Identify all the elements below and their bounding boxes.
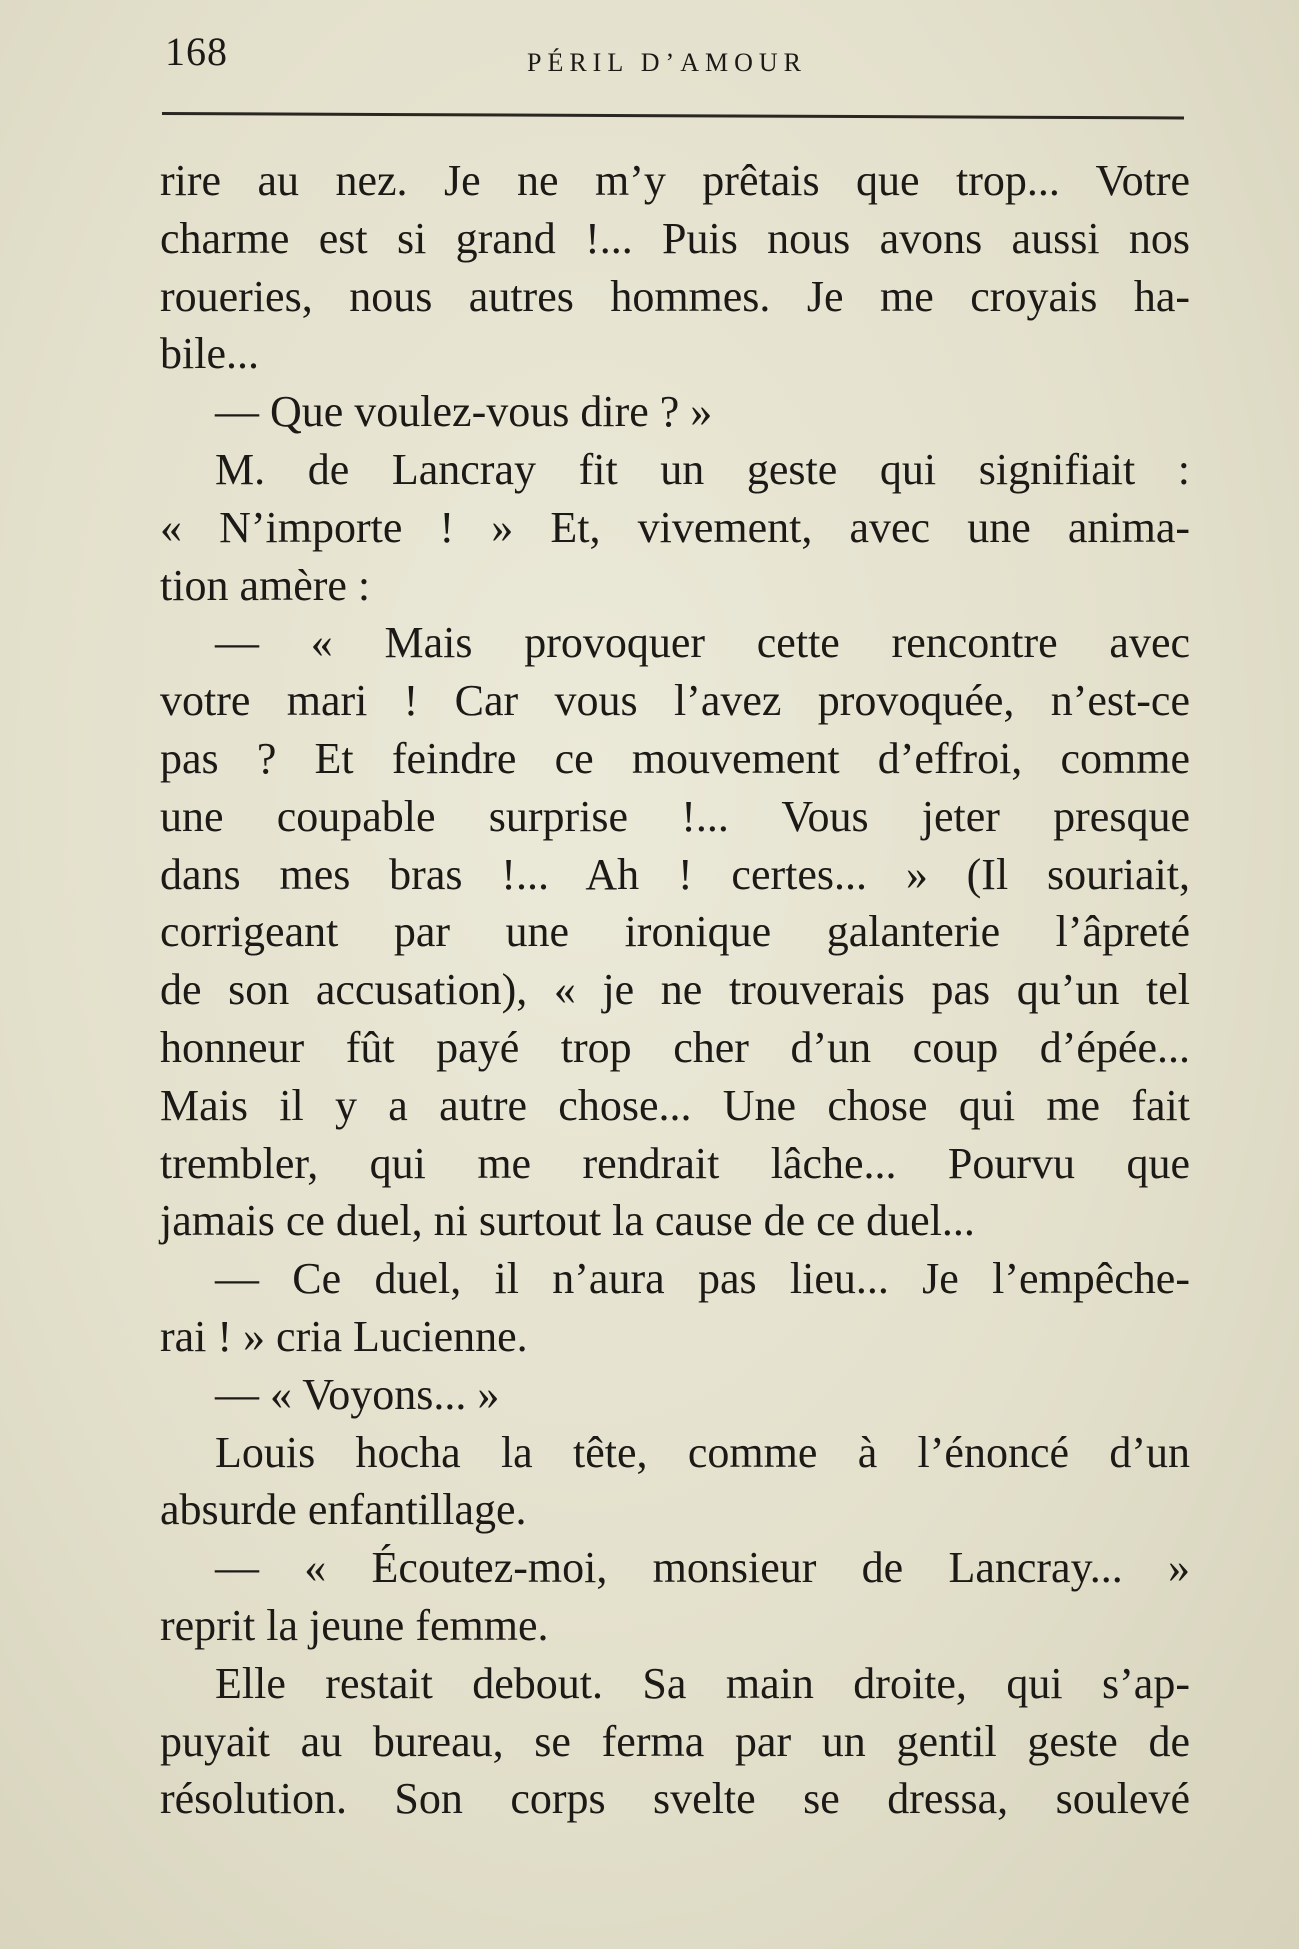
text-line: pas ? Et feindre ce mouvement d’effroi, comme <box>160 733 1190 783</box>
text-line: — « Voyons... » <box>215 1369 500 1419</box>
text-line: — Ce duel, il n’aura pas lieu... Je l’empêche- <box>215 1254 1190 1304</box>
text-line: Louis hocha la tête, comme à l’énoncé d’un <box>215 1427 1190 1477</box>
page-header <box>165 28 1185 98</box>
text-line: roueries, nous autres hommes. Je me croyais ha- <box>160 271 1190 321</box>
text-line: honneur fût payé trop cher d’un coup d’épée... <box>160 1022 1190 1072</box>
text-line: M. de Lancray fit un geste qui signifiait : <box>215 444 1190 494</box>
text-line: de son accusation), « je ne trouverais pas qu’un tel <box>160 965 1190 1015</box>
text-line: dans mes bras !... Ah ! certes... » (Il souriait, <box>160 849 1190 899</box>
body-text <box>160 152 1190 1828</box>
text-line: — « Écoutez-moi, monsieur de Lancray... » <box>215 1543 1190 1593</box>
text-line: rai ! » cria Lucienne. <box>160 1311 528 1361</box>
page-number: 168 <box>165 29 228 74</box>
text-line: tion amère : <box>160 560 371 610</box>
text-line: « N’importe ! » Et, vivement, avec une anima- <box>160 502 1190 552</box>
text-line: jamais ce duel, ni surtout la cause de ce duel... <box>160 1196 975 1246</box>
text-line: — « Mais provoquer cette rencontre avec <box>215 618 1190 668</box>
text-line: bile... <box>160 329 259 379</box>
header-rule <box>162 112 1184 119</box>
text-line: charme est si grand !... Puis nous avons aussi nos <box>160 213 1190 263</box>
running-title: PÉRIL D’AMOUR <box>527 48 807 77</box>
text-line: absurde enfantillage. <box>160 1485 527 1535</box>
text-line: puyait au bureau, se ferma par un gentil geste de <box>160 1716 1190 1766</box>
text-line: Mais il y a autre chose... Une chose qui me fait <box>160 1080 1190 1130</box>
text-line: une coupable surprise !... Vous jeter presque <box>160 791 1190 841</box>
text-line: corrigeant par une ironique galanterie l’âpreté <box>160 907 1190 957</box>
text-line: — Que voulez-vous dire ? » <box>215 387 713 437</box>
text-line: reprit la jeune femme. <box>160 1600 549 1650</box>
text-line: Elle restait debout. Sa main droite, qui s’ap- <box>215 1658 1190 1708</box>
text-line: rire au nez. Je ne m’y prêtais que trop... Votre <box>160 156 1190 205</box>
text-line: trembler, qui me rendrait lâche... Pourvu que <box>160 1138 1190 1188</box>
text-line: résolution. Son corps svelte se dressa, soulevé <box>160 1774 1190 1824</box>
text-line: votre mari ! Car vous l’avez provoquée, n’est-ce <box>160 676 1190 726</box>
